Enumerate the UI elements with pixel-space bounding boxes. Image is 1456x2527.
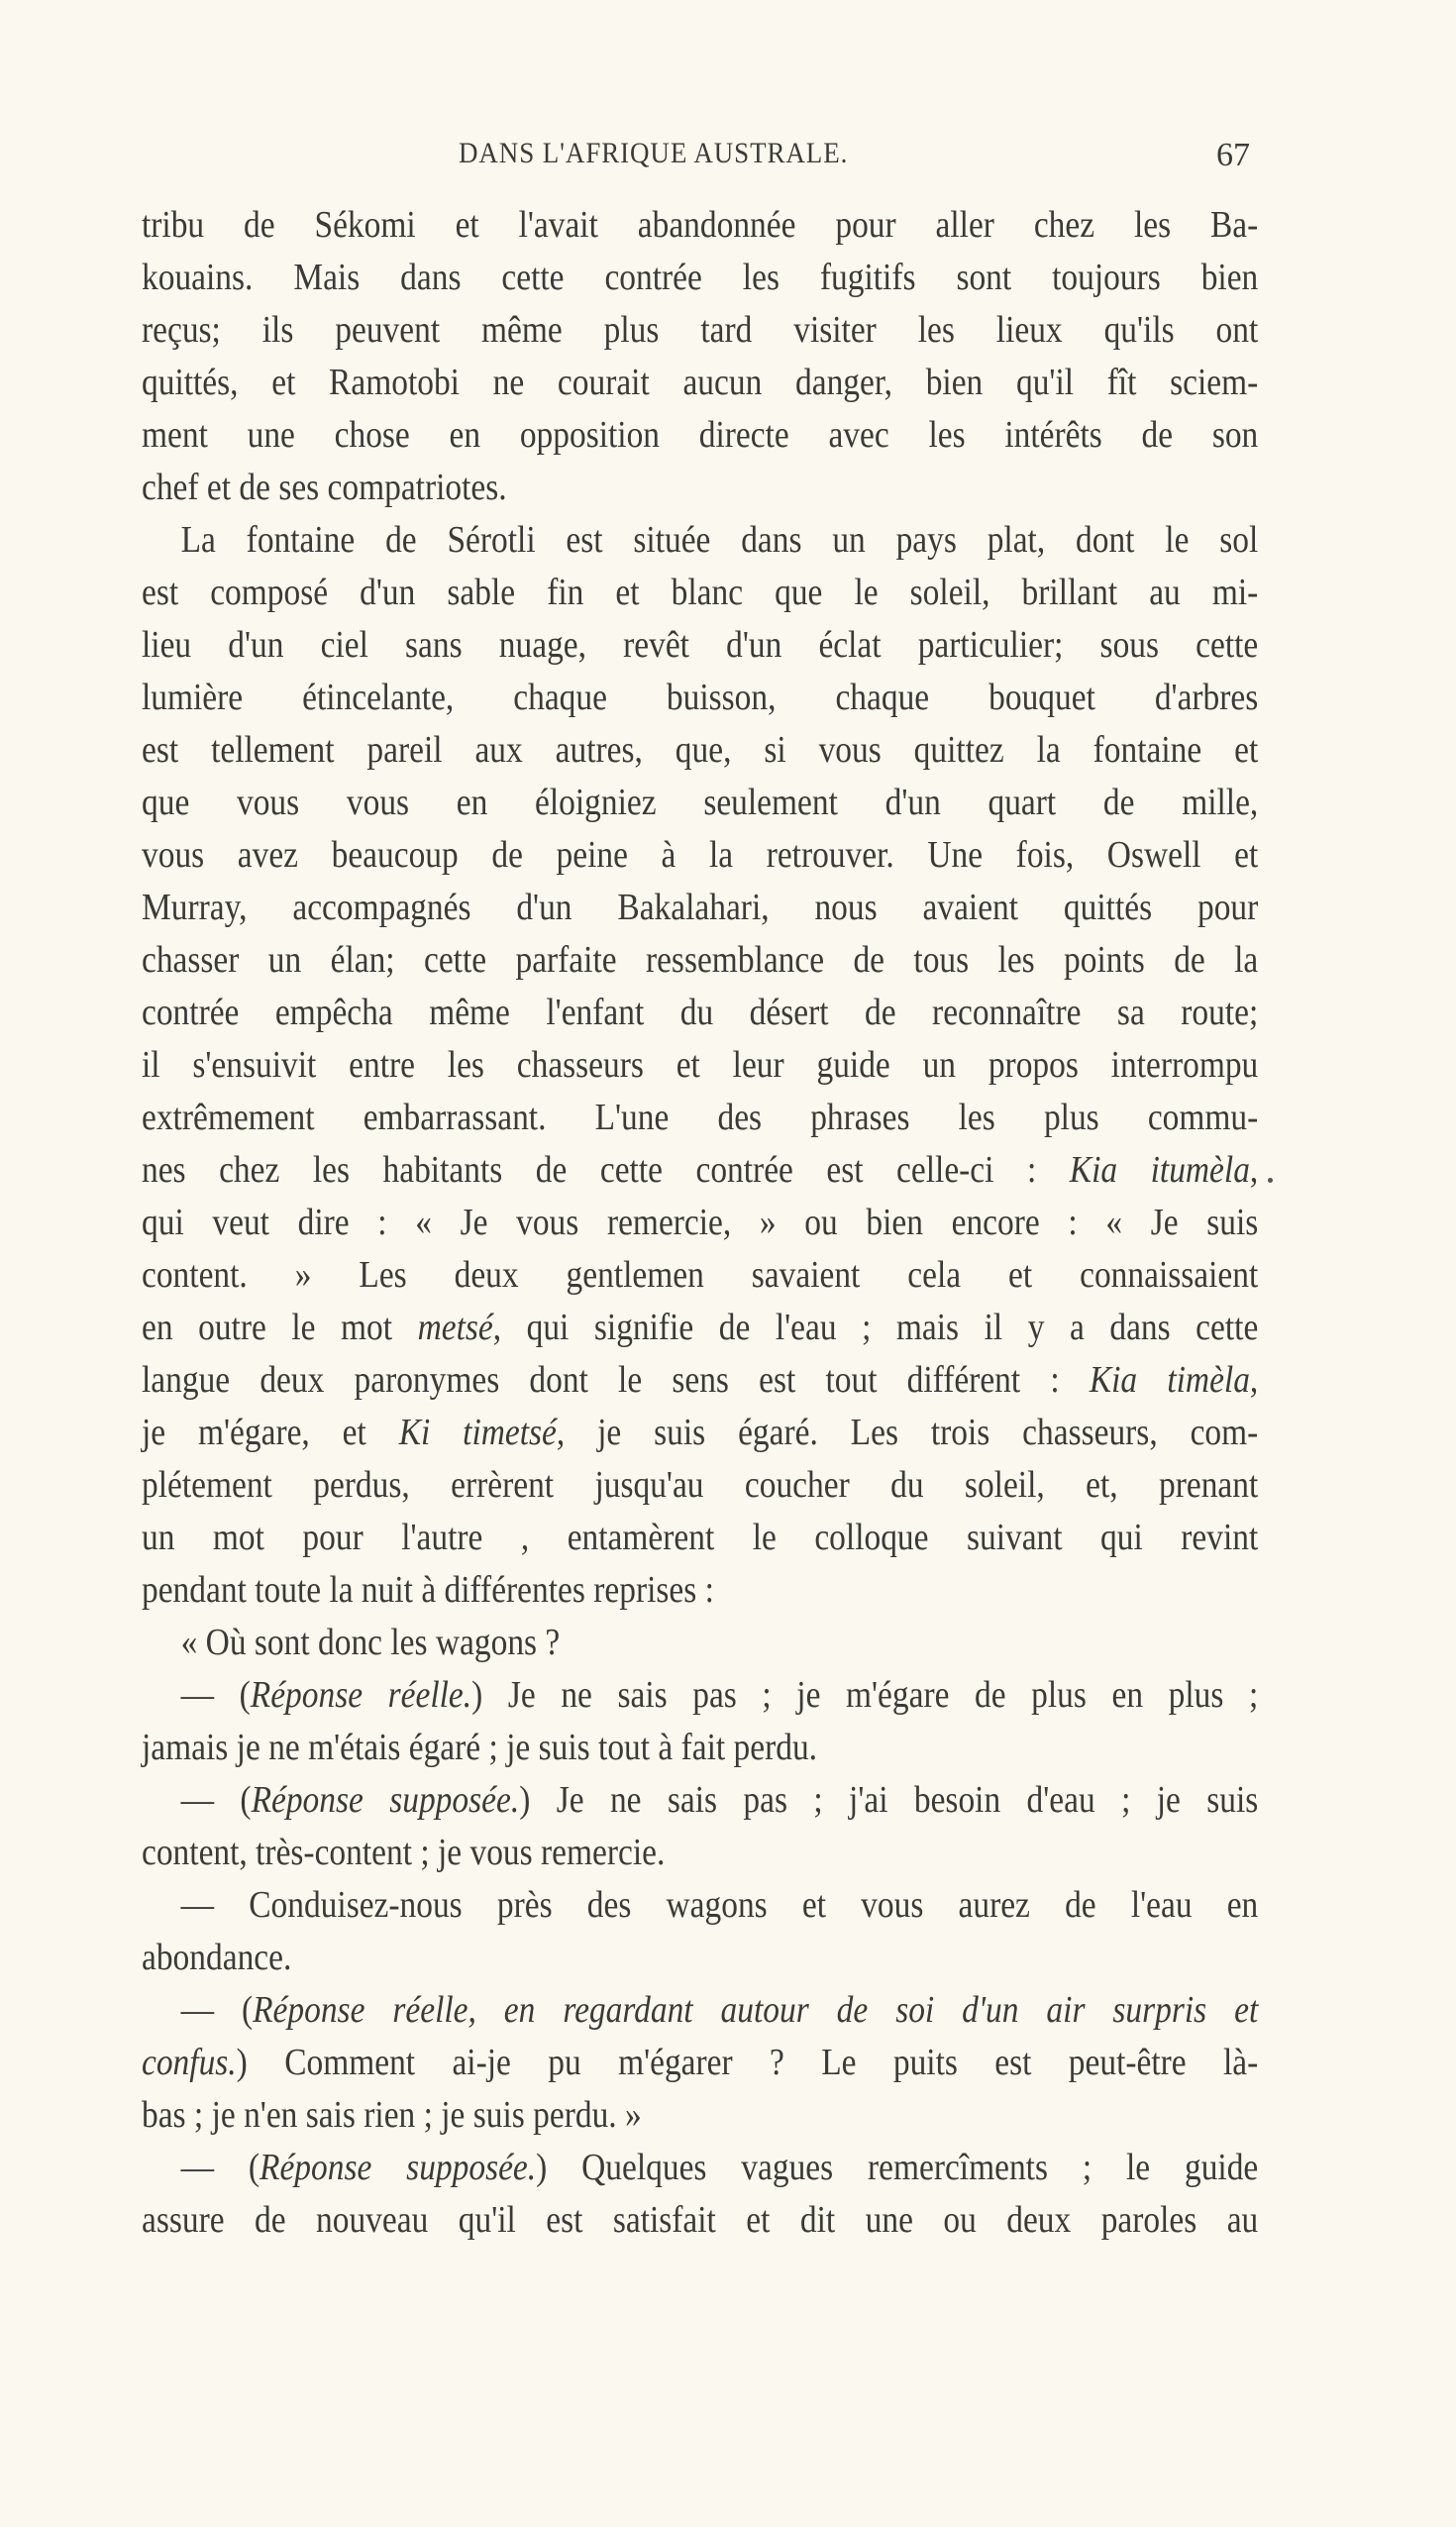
page-number: 67	[1216, 137, 1250, 173]
text-segment: content, très-content ; je vous remercie.	[142, 1832, 666, 1873]
italic-text: Ki timetsé	[398, 1412, 557, 1453]
text-segment: lieu d'un ciel sans nuage, revêt d'un éclat particulier; sous cette	[142, 624, 1259, 666]
text-segment: que vous vous en éloigniez seulement d'un quart de mille,	[142, 782, 1259, 823]
italic-text: Réponse réelle, en regardant autour de soi d'un air surpris et	[253, 1989, 1259, 2031]
text-line	[142, 2089, 1258, 2142]
text-line	[142, 409, 1258, 462]
text-segment: je m'égare, et	[142, 1412, 399, 1453]
running-title: DANS L'AFRIQUE AUSTRALE.	[459, 137, 849, 169]
text-line	[142, 1984, 1258, 2037]
text-segment: tribu de Sékomi et l'avait abandonnée pour aller chez les Ba-	[142, 204, 1259, 246]
text-segment: chasser un élan; cette parfaite ressemblance de tous les points de la	[142, 939, 1259, 981]
italic-text: Réponse réelle.	[250, 1674, 472, 1716]
italic-text: Réponse supposée.	[260, 2147, 537, 2188]
text-line	[142, 1932, 1258, 1984]
text-line	[142, 462, 1258, 514]
text-segment: nes chez les habitants de cette contrée est celle-ci :	[142, 1149, 1070, 1191]
text-segment: reçus; ils peuvent même plus tard visiter les lieux qu'ils ont	[142, 309, 1259, 351]
text-segment: est tellement pareil aux autres, que, si vous quittez la fontaine et	[142, 729, 1259, 771]
text-segment: ) Je ne sais pas ; j'ai besoin d'eau ; je suis	[519, 1779, 1259, 1821]
text-line	[142, 2142, 1258, 2194]
text-segment: « Où sont donc les wagons ?	[180, 1622, 561, 1663]
running-head	[0, 137, 1456, 186]
text-line	[142, 1407, 1258, 1459]
text-segment: en outre le mot	[142, 1307, 418, 1348]
text-segment: ) Comment ai-je pu m'égarer ? Le puits est peut-être là-	[236, 2042, 1259, 2083]
text-line	[142, 1564, 1258, 1617]
text-segment: qui veut dire : « Je vous remercie, » ou bien encore : « Je suis	[142, 1202, 1259, 1243]
italic-text: Kia timèla	[1089, 1359, 1250, 1401]
text-line	[142, 1879, 1258, 1932]
text-segment: plétement perdus, errèrent jusqu'au coucher du soleil, et, prenant	[142, 1464, 1259, 1506]
text-line	[142, 934, 1258, 987]
text-segment: ,	[1249, 1359, 1259, 1401]
text-segment: — (	[180, 1989, 254, 2031]
text-segment: extrêmement embarrassant. L'une des phrases les plus commu-	[142, 1097, 1259, 1138]
text-line	[142, 567, 1258, 619]
text-line	[142, 304, 1258, 357]
text-line	[142, 1617, 1258, 1669]
text-line	[142, 1354, 1258, 1407]
text-line	[142, 829, 1258, 882]
text-segment: Murray, accompagnés d'un Bakalahari, nous avaient quittés pour	[142, 887, 1259, 928]
text-line	[142, 1197, 1258, 1249]
text-segment: est composé d'un sable fin et blanc que le soleil, brillant au mi-	[142, 572, 1259, 613]
text-line	[142, 1144, 1258, 1197]
text-segment: — (	[180, 1779, 252, 1821]
text-segment: assure de nouveau qu'il est satisfait et dit une ou deux paroles au	[142, 2199, 1259, 2241]
text-segment: il s'ensuivit entre les chasseurs et leur guide un propos interrompu	[142, 1044, 1259, 1086]
text-segment: langue deux paronymes dont le sens est tout différent :	[142, 1359, 1090, 1401]
text-segment: jamais je ne m'étais égaré ; je suis tout à fait perdu.	[142, 1727, 818, 1768]
text-segment: — (	[180, 2147, 260, 2188]
text-segment: ,	[1249, 1149, 1259, 1191]
text-line	[142, 1722, 1258, 1774]
text-segment: ment une chose en opposition directe avec les intérêts de son	[142, 414, 1259, 456]
italic-text: confus.	[142, 2042, 237, 2083]
text-line	[142, 1249, 1258, 1302]
text-segment: kouains. Mais dans cette contrée les fugitifs sont toujours bien	[142, 257, 1259, 298]
text-segment: bas ; je n'en sais rien ; je suis perdu. »	[142, 2094, 642, 2136]
text-segment: La fontaine de Sérotli est située dans un pays plat, dont le sol	[180, 519, 1259, 561]
text-segment: quittés, et Ramotobi ne courait aucun danger, bien qu'il fît sciem-	[142, 362, 1259, 403]
text-segment: un mot pour l'autre , entamèrent le colloque suivant qui revint	[142, 1517, 1259, 1558]
text-line	[142, 514, 1258, 567]
text-segment: , je suis égaré. Les trois chasseurs, com-	[556, 1412, 1259, 1453]
text-segment: pendant toute la nuit à différentes reprises :	[142, 1569, 714, 1611]
text-segment: abondance.	[142, 1937, 292, 1978]
text-line	[142, 724, 1258, 777]
text-line	[142, 777, 1258, 829]
text-line	[142, 987, 1258, 1039]
text-line	[142, 1092, 1258, 1144]
text-line	[142, 1669, 1258, 1722]
text-line	[142, 1039, 1258, 1092]
text-line	[142, 252, 1258, 304]
text-line	[142, 199, 1258, 252]
text-line	[142, 2194, 1258, 2247]
text-segment: vous avez beaucoup de peine à la retrouver. Une fois, Oswell et	[142, 834, 1259, 876]
italic-text: Kia itumèla	[1069, 1149, 1250, 1191]
text-segment: ) Quelques vagues remercîments ; le guide	[536, 2147, 1259, 2188]
margin-mark	[1268, 1178, 1273, 1183]
text-line	[142, 882, 1258, 934]
text-line	[142, 1774, 1258, 1827]
text-line	[142, 357, 1258, 409]
text-segment: — Conduisez-nous près des wagons et vous aurez de l'eau en	[180, 1884, 1259, 1926]
text-segment: contrée empêcha même l'enfant du désert de reconnaître sa route;	[142, 992, 1259, 1033]
text-line	[142, 619, 1258, 672]
italic-text: Réponse supposée.	[251, 1779, 520, 1821]
text-segment: lumière étincelante, chaque buisson, chaque bouquet d'arbres	[142, 677, 1259, 718]
text-segment: content. » Les deux gentlemen savaient cela et connaissaient	[142, 1254, 1259, 1296]
text-segment: chef et de ses compatriotes.	[142, 467, 507, 508]
text-line	[142, 672, 1258, 724]
italic-text: metsé	[417, 1307, 493, 1348]
text-segment: — (	[180, 1674, 251, 1716]
text-line	[142, 2037, 1258, 2089]
text-line	[142, 1512, 1258, 1564]
text-segment: ) Je ne sais pas ; je m'égare de plus en plus ;	[471, 1674, 1259, 1716]
text-line	[142, 1302, 1258, 1354]
text-segment: , qui signifie de l'eau ; mais il y a dans cette	[492, 1307, 1259, 1348]
text-line	[142, 1827, 1258, 1879]
text-line	[142, 1459, 1258, 1512]
